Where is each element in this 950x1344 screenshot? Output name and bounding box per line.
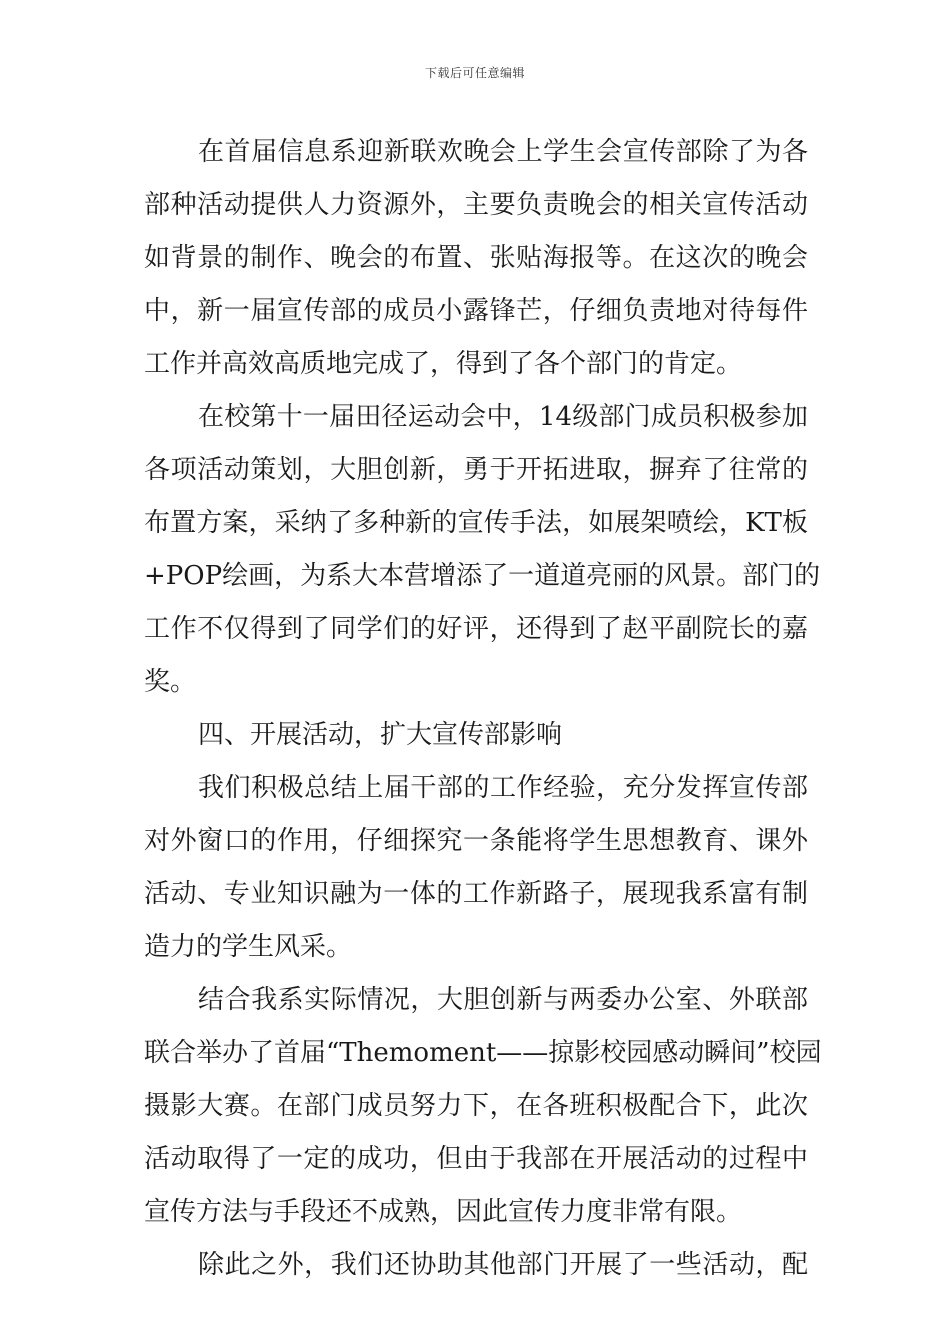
text-line: 我们积极总结上届干部的工作经验，充分发挥宣传部 [198, 773, 808, 803]
text-line: 宣传方法与手段还不成熟，因此宣传力度非常有限。 [144, 1197, 743, 1227]
paragraph [144, 391, 821, 709]
text-line: 工作不仅得到了同学们的好评，还得到了赵平副院长的嘉 [144, 614, 808, 644]
section-heading [144, 709, 808, 762]
paragraph [144, 974, 822, 1239]
text-line: 结合我系实际情况，大胆创新与两委办公室、外联部 [198, 985, 808, 1015]
text-line: 对外窗口的作用，仔细探究一条能将学生思想教育、课外 [144, 826, 808, 856]
text-line: 中，新一届宣传部的成员小露锋芒，仔细负责地对待每件 [144, 296, 808, 326]
text-line: 奖。 [144, 667, 197, 697]
text-line: 布置方案，采纳了多种新的宣传手法，如展架喷绘，KT板 [144, 508, 808, 538]
page-header: 下载后可任意编辑 [424, 66, 525, 80]
text-line: +POP绘画，为系大本营增添了一道道亮丽的风景。部门的 [144, 561, 821, 591]
text-line: 在校第十一届田径运动会中，14级部门成员积极参加 [198, 402, 808, 432]
text-line: 部种活动提供人力资源外，主要负责晚会的相关宣传活动 [144, 190, 808, 220]
text-line: 如背景的制作、晚会的布置、张贴海报等。在这次的晚会 [144, 243, 808, 273]
paragraph [144, 1239, 808, 1292]
document-body [144, 126, 822, 1292]
text-line: 在首届信息系迎新联欢晚会上学生会宣传部除了为各 [198, 137, 808, 167]
text-line: 四、开展活动，扩大宣传部影响 [198, 720, 563, 750]
paragraph [144, 762, 808, 974]
text-line: 造力的学生风采。 [144, 932, 353, 962]
text-line: 工作并高效高质地完成了，得到了各个部门的肯定。 [144, 349, 743, 379]
text-line: 活动、专业知识融为一体的工作新路子，展现我系富有制 [144, 879, 808, 909]
paragraph [144, 126, 808, 391]
text-line: 联合举办了首届“Themoment——掠影校园感动瞬间”校园 [144, 1038, 822, 1068]
text-line: 活动取得了一定的成功，但由于我部在开展活动的过程中 [144, 1144, 808, 1174]
text-line: 各项活动策划，大胆创新，勇于开拓进取，摒弃了往常的 [144, 455, 808, 485]
text-line: 除此之外，我们还协助其他部门开展了一些活动，配 [198, 1250, 808, 1280]
text-line: 摄影大赛。在部门成员努力下，在各班积极配合下，此次 [144, 1091, 808, 1121]
